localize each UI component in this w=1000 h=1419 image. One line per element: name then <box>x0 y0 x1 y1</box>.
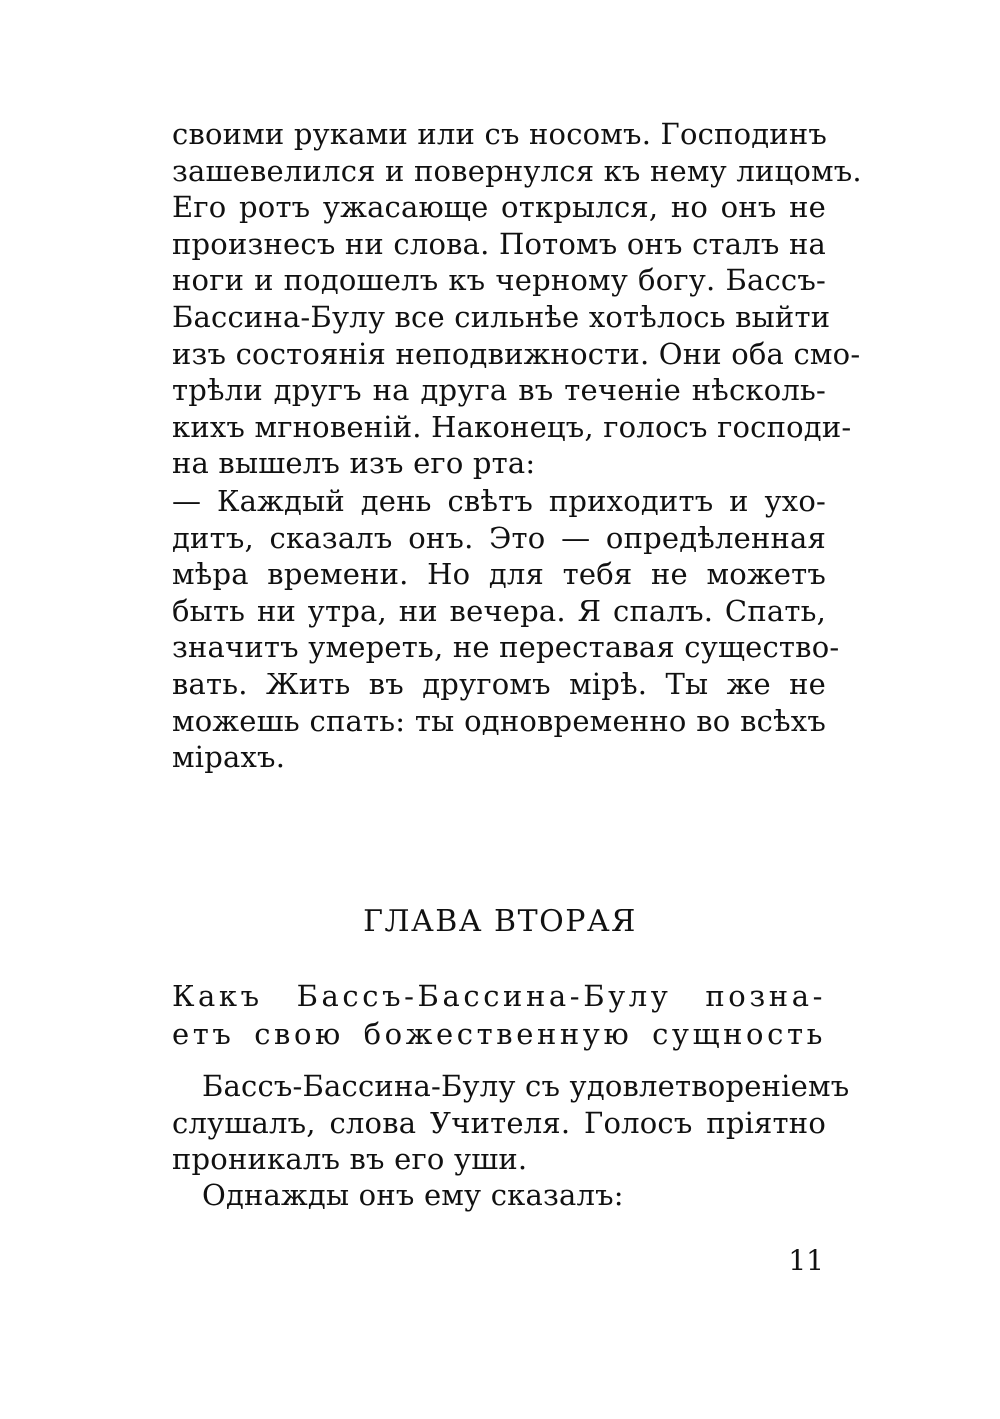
text-line: кихъ мгновеній. Наконецъ, голосъ господи- <box>172 409 852 444</box>
text-line: Бассина-Булу все сильнѣе хотѣлось выйти <box>172 299 831 334</box>
text-line: можешь спать: ты одновременно во всѣхъ <box>172 703 826 738</box>
page-number: 11 <box>788 1244 824 1277</box>
text-line: Однажды онъ ему сказалъ: <box>202 1178 624 1212</box>
text-line: мѣра времени. Но для тебя не можетъ <box>172 557 826 592</box>
text-line: вать. Жить въ другомъ мірѣ. Ты же не <box>172 666 826 701</box>
paragraph-1 <box>172 116 862 482</box>
chapter-subtitle <box>172 977 826 1053</box>
text-line: на вышелъ изъ его рта: <box>172 446 536 481</box>
subtitle-line: етъ свою божественную сущность <box>172 1017 826 1051</box>
text-line: произнесъ ни слова. Потомъ онъ сталъ на <box>172 226 826 261</box>
text-line: значитъ умереть, не переставая существо- <box>172 630 840 665</box>
paragraph-4 <box>172 1177 826 1214</box>
text-line: — Каждый день свѣтъ приходитъ и ухо- <box>172 484 826 518</box>
text-line: зашевелился и повернулся къ нему лицомъ. <box>172 153 862 188</box>
text-line: Бассъ-Бассина-Булу съ удовлетвореніемъ <box>202 1069 850 1103</box>
chapter-title: ГЛАВА ВТОРАЯ <box>363 904 637 939</box>
text-line: трѣли другъ на друга въ теченіе нѣсколь- <box>172 373 826 408</box>
text-line: изъ состоянія неподвижности. Они оба смо- <box>172 336 861 371</box>
text-line: своими руками или съ носомъ. Господинъ <box>172 117 828 151</box>
text-line: ноги и подошелъ къ черному богу. Бассъ- <box>172 263 826 298</box>
paragraph-2 <box>172 483 840 776</box>
text-line: дитъ, сказалъ онъ. Это — опредѣленная <box>172 520 826 555</box>
text-line: проникалъ въ его уши. <box>172 1142 528 1177</box>
paragraph-3 <box>172 1068 850 1178</box>
text-line: мірахъ. <box>172 740 286 775</box>
text-line: быть ни утра, ни вечера. Я спалъ. Спать, <box>172 593 826 628</box>
subtitle-line: Какъ Бассъ-Бассина-Булу позна- <box>172 979 826 1013</box>
text-line: Его ротъ ужасающе открылся, но онъ не <box>172 190 826 225</box>
text-line: слушалъ, слова Учителя. Голосъ пріятно <box>172 1105 826 1140</box>
